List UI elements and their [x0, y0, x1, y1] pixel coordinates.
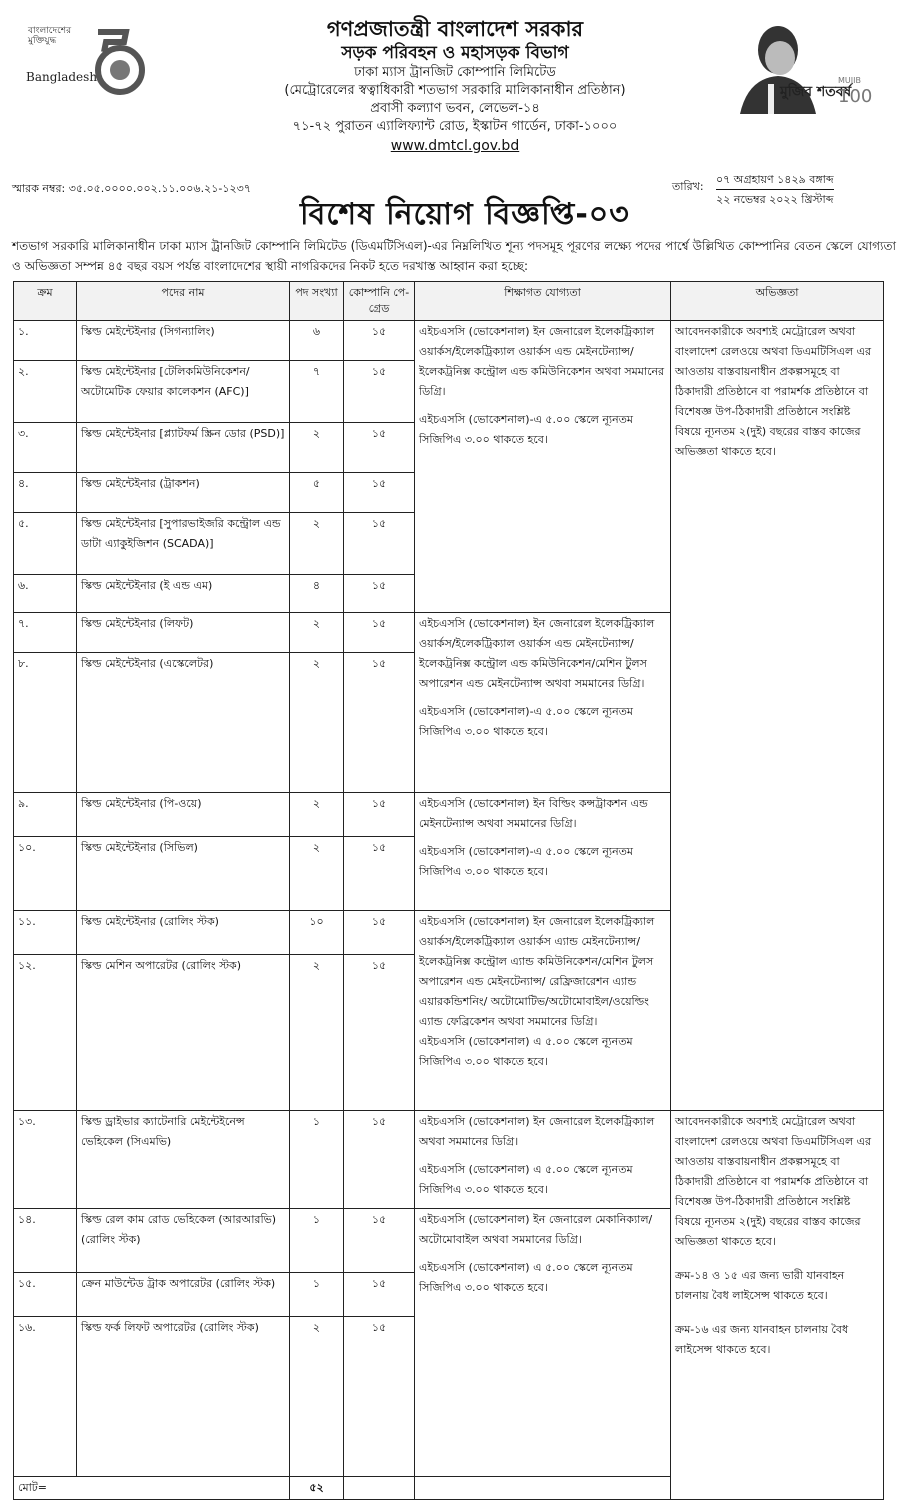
row-serial: ৩. — [14, 423, 77, 473]
row-post: স্কিল্ড মেইন্টেইনার (লিফট) — [77, 613, 290, 653]
row-count: ৬ — [290, 321, 344, 361]
logo-number: 50 — [116, 100, 118, 101]
row-grade: ১৫ — [344, 653, 415, 793]
qualification-cgpa: এইচএসসি (ভোকেশনাল) এ ৫.০০ স্কেলে ন্যূনতম সিজিপিএ ৩.০০ থাকতে হবে। — [419, 1163, 633, 1196]
total-count: ৫২ — [290, 1477, 344, 1500]
row-count: ১০ — [290, 911, 344, 955]
row-serial: ৪. — [14, 473, 77, 513]
row-serial: ১৫. — [14, 1273, 77, 1317]
row-serial: ১৬. — [14, 1317, 77, 1477]
row-count: ২ — [290, 955, 344, 1111]
row-grade: ১৫ — [344, 321, 415, 361]
org-heading — [190, 16, 720, 156]
row-post: ক্রেন মাউন্টেড ট্রাক অপারেটর (রোলিং স্টক) — [77, 1273, 290, 1317]
row-grade: ১৫ — [344, 955, 415, 1111]
row-count: ৫ — [290, 473, 344, 513]
row-count: ২ — [290, 1317, 344, 1477]
row-grade: ১৫ — [344, 575, 415, 613]
row-post: স্কিল্ড মেইন্টেইনার (পি-ওয়ে) — [77, 793, 290, 837]
row-grade: ১৫ — [344, 1273, 415, 1317]
table-row — [14, 1111, 884, 1209]
row-count: ১ — [290, 1273, 344, 1317]
row-post: স্কিল্ড মেশিন অপারেটর (রোলিং স্টক) — [77, 955, 290, 1111]
row-count: ২ — [290, 613, 344, 653]
row-serial: ৭. — [14, 613, 77, 653]
mujib-100-logo — [738, 18, 873, 114]
row-grade: ১৫ — [344, 1209, 415, 1273]
mujib-en: MUJIB — [838, 76, 861, 85]
experience-text: আবেদনকারীকে অবশ্যই মেট্রোরেল অথবা বাংলাদেশ রেলওয়ে অথবা ডিএমটিসিএল এর আওতায় বাস্তবায়নাধীন প্রকল্পসমূহে বা ঠিকাদারী প্রতিষ্ঠানে বা পরামর্শক প্রতিষ্ঠানে বা বিশেষজ্ঞ উপ-ঠিকাদারী প্রতিষ্ঠানে সংশ্লিষ্ট বিষয়ে ন্যূনতম ২(দুই) বছরের বাস্তব কাজের অভিজ্ঞতা থাকতে হবে। — [675, 325, 872, 458]
row-serial: ১৪. — [14, 1209, 77, 1273]
vacancy-table — [13, 281, 884, 1500]
row-post: স্কিল্ড মেইন্টেইনার [সুপারভাইজরি কন্ট্রোল এন্ড ডাটা এ্যাকুইজিশন (SCADA)] — [77, 513, 290, 575]
govt-name: গণপ্রজাতন্ত্রী বাংলাদেশ সরকার — [326, 17, 584, 41]
row-post: স্কিল্ড ফর্ক লিফট অপারেটর (রোলিং স্টক) — [77, 1317, 290, 1477]
col-serial: ক্রম — [14, 282, 77, 321]
qualification-cgpa: এইচএসসি (ভোকেশনাল) এ ৫.০০ স্কেলে ন্যূনতম সিজিপিএ ৩.০০ থাকতে হবে। — [419, 1035, 633, 1068]
row-serial: ১১. — [14, 911, 77, 955]
col-count: পদ সংখ্যা — [290, 282, 344, 321]
qualification-cell — [415, 1209, 671, 1477]
qualification-text: এইচএসসি (ভোকেশনাল) ইন জেনারেল ইলেকট্রিক্যাল ওয়ার্কস/ইলেকট্রিক্যাল ওয়ার্কস এ্যান্ড মেইনটেন্যান্স/ইলেকট্রনিক্স কন্ট্রোল এ্যান্ড কমিউনিকেশন/মেশিন টুলস অপারেশন এন্ড মেইনটেন্যান্স/ রেফ্রিজারেশন এ্যান্ড এয়ারকন্ডিশনিং/ অটোমোটিভ/অটোমোবাইল/ওয়েল্ডিং এ্যান্ড ফেব্রিকেশন অথবা সমমানের ডিগ্রি। — [419, 915, 655, 1028]
table-row — [14, 321, 884, 361]
division-name: সড়ক পরিবহন ও মহাসড়ক বিভাগ — [341, 43, 569, 63]
experience-license: ক্রম-১৬ এর জন্য যানবাহন চালনায় বৈধ লাইসেন্স থাকতে হবে। — [675, 1323, 849, 1356]
table-header-row — [14, 282, 884, 321]
row-grade: ১৫ — [344, 613, 415, 653]
row-grade: ১৫ — [344, 361, 415, 423]
row-grade: ১৫ — [344, 1111, 415, 1209]
row-serial: ১০. — [14, 837, 77, 911]
experience-license-heavy: ক্রম-১৪ ও ১৫ এর জন্য ভারী যানবাহন চালনায় বৈধ লাইসেন্স থাকতে হবে। — [675, 1269, 845, 1302]
row-count: ১ — [290, 1209, 344, 1273]
row-count: ১ — [290, 1111, 344, 1209]
qualification-cell — [415, 613, 671, 793]
row-count: ২ — [290, 423, 344, 473]
row-serial: ১৩. — [14, 1111, 77, 1209]
company-description: (মেট্রোরেলের স্বত্বাধিকারী শতভাগ সরকারি মালিকানাধীন প্রতিষ্ঠান) — [284, 83, 626, 98]
row-serial: ১. — [14, 321, 77, 361]
logo-country: Bangladesh — [26, 70, 98, 84]
row-count: ৪ — [290, 575, 344, 613]
col-qualification: শিক্ষাগত যোগ্যতা — [415, 282, 671, 321]
row-post: স্কিল্ড মেইন্টেইনার (ট্রাকশন) — [77, 473, 290, 513]
row-grade: ১৫ — [344, 513, 415, 575]
qualification-text: এইচএসসি (ভোকেশনাল) ইন জেনারেল ইলেকট্রিক্যাল ওয়ার্কস/ইলেকট্রিক্যাল ওয়ার্কস এন্ড মেইনটেন্যান্স/ইলেকট্রনিক্স কন্ট্রোল এন্ড কমিউনিকেশন/মেশিন টুলস অপারেশন এন্ড মেইনটেন্যান্স অথবা সমমানের ডিগ্রি। — [419, 617, 655, 690]
date-bangla: ০৭ অগ্রহায়ণ ১৪২৯ বঙ্গাব্দ — [716, 170, 834, 190]
row-count: ৭ — [290, 361, 344, 423]
qualification-cell — [415, 321, 671, 613]
fifty-emblem-icon — [86, 22, 146, 102]
row-post: স্কিল্ড মেইন্টেইনার [টেলিকমিউনিকেশন/অটোমেটিক ফেয়ার কালেকশন (AFC)] — [77, 361, 290, 423]
experience-text: আবেদনকারীকে অবশ্যই মেট্রোরেল অথবা বাংলাদেশ রেলওয়ে অথবা ডিএমটিসিএল এর আওতায় বাস্তবায়নাধীন প্রকল্পসমূহে বা ঠিকাদারী প্রতিষ্ঠানে বা পরামর্শক প্রতিষ্ঠানে বা বিশেষজ্ঞ উপ-ঠিকাদারী প্রতিষ্ঠানে সংশ্লিষ্ট বিষয়ে ন্যূনতম ২(দুই) বছরের বাস্তব কাজের অভিজ্ঞতা থাকতে হবে। — [675, 1115, 872, 1248]
qualification-cell — [415, 793, 671, 911]
website-link[interactable]: www.dmtcl.gov.bd — [390, 138, 520, 154]
row-post: স্কিল্ড মেইন্টেইনার (ই এন্ড এম) — [77, 575, 290, 613]
col-post: পদের নাম — [77, 282, 290, 321]
date-english: ২২ নভেম্বর ২০২২ খ্রিস্টাব্দ — [716, 193, 834, 206]
row-count: ২ — [290, 837, 344, 911]
memo-number: স্মারক নম্বর: ৩৫.০৫.০০০০.০০২.১১.০০৬.২১-১২৩৭ — [12, 182, 251, 195]
row-serial: ৯. — [14, 793, 77, 837]
row-grade: ১৫ — [344, 837, 415, 911]
experience-cell — [671, 321, 884, 1111]
page-title: বিশেষ নিয়োগ বিজ্ঞপ্তি-০৩ — [300, 197, 630, 232]
qualification-cell — [415, 1111, 671, 1209]
row-serial: ১২. — [14, 955, 77, 1111]
qualification-text: এইচএসসি (ভোকেশনাল) ইন বিল্ডিং কন্সট্রাকশন এন্ড মেইনটেন্যান্স অথবা সমমানের ডিগ্রি। — [419, 797, 648, 830]
intro-paragraph: শতভাগ সরকারি মালিকানাধীন ঢাকা ম্যাস ট্রানজিট কোম্পানি লিমিটেড (ডিএমটিসিএল)-এর নিম্নলিখিত শূন্য পদসমূহ পূরণের লক্ষ্যে পদের পার্শ্বে উল্লিখিত কোম্পানির বেতন স্কেলে যোগ্যতা ও অভিজ্ঞতা সম্পন্ন ৪৫ বছর বয়স পর্যন্ত বাংলাদেশের স্থায়ী নাগরিকদের নিকট হতে দরখাস্ত আহ্বান করা হচ্ছে: — [12, 239, 896, 273]
row-count: ২ — [290, 793, 344, 837]
address: ৭১-৭২ পুরাতন এ্যালিফ্যান্ট রোড, ইস্কাটন গার্ডেন, ঢাকা-১০০০ — [292, 119, 618, 134]
row-serial: ৬. — [14, 575, 77, 613]
row-grade: ১৫ — [344, 793, 415, 837]
col-grade: কোম্পানি পে-গ্রেড — [344, 282, 415, 321]
row-post: স্কিল্ড মেইন্টেইনার (সিভিল) — [77, 837, 290, 911]
qualification-cgpa: এইচএসসি (ভোকেশনাল)-এ ৫.০০ স্কেলে ন্যূনতম সিজিপিএ ৩.০০ থাকতে হবে। — [419, 705, 634, 738]
total-label: মোট= — [14, 1477, 290, 1500]
col-experience: অভিজ্ঞতা — [671, 282, 884, 321]
row-count: ২ — [290, 513, 344, 575]
qualification-cgpa: এইচএসসি (ভোকেশনাল) এ ৫.০০ স্কেলে ন্যূনতম সিজিপিএ ৩.০০ থাকতে হবে। — [419, 1261, 633, 1294]
row-grade: ১৫ — [344, 423, 415, 473]
mujib-text: মুজিব শতবর্ষ — [780, 84, 852, 100]
row-post: স্কিল্ড রেল কাম রোড ভেহিকেল (আরআরভি) (রোলিং স্টক) — [77, 1209, 290, 1273]
qualification-cell — [415, 911, 671, 1111]
row-serial: ৮. — [14, 653, 77, 793]
qualification-cgpa: এইচএসসি (ভোকেশনাল)-এ ৫.০০ স্কেলে ন্যূনতম সিজিপিএ ৩.০০ থাকতে হবে। — [419, 413, 634, 446]
row-serial: ২. — [14, 361, 77, 423]
row-post: স্কিল্ড মেইন্টেইনার (রোলিং স্টক) — [77, 911, 290, 955]
row-post: স্কিল্ড মেইন্টেইনার (সিগন্যালিং) — [77, 321, 290, 361]
row-post: স্কিল্ড মেইন্টেইনার (এস্কেলেটর) — [77, 653, 290, 793]
row-grade: ১৫ — [344, 473, 415, 513]
row-post: স্কিল্ড ড্রাইভার ক্যাটেনারি মেইন্টেইনেন্স ভেহিকেল (সিএমভি) — [77, 1111, 290, 1209]
experience-cell — [671, 1111, 884, 1500]
logo-tagline: বাংলাদেশের মুক্তিযুদ্ধ — [28, 26, 72, 46]
company-name: ঢাকা ম্যাস ট্রানজিট কোম্পানি লিমিটেড — [354, 65, 556, 80]
row-count: ২ — [290, 653, 344, 793]
row-grade: ১৫ — [344, 911, 415, 955]
date-block — [716, 170, 834, 209]
qualification-cgpa: এইচএসসি (ভোকেশনাল)-এ ৫.০০ স্কেলে ন্যূনতম সিজিপিএ ৩.০০ থাকতে হবে। — [419, 845, 634, 878]
mujib-100: 100 — [838, 86, 873, 107]
qualification-text: এইচএসসি (ভোকেশনাল) ইন জেনারেল ইলেকট্রিক্যাল অথবা সমমানের ডিগ্রি। — [419, 1115, 655, 1148]
qualification-text: এইচএসসি (ভোকেশনাল) ইন জেনারেল মেকানিক্যাল/অটোমোবাইল অথবা সমমানের ডিগ্রি। — [419, 1213, 653, 1246]
row-serial: ৫. — [14, 513, 77, 575]
letterhead — [0, 0, 908, 170]
bangladesh-50-logo — [20, 22, 150, 102]
row-post: স্কিল্ড মেইন্টেইনার [প্ল্যাটফর্ম স্ক্রিন ডোর (PSD)] — [77, 423, 290, 473]
row-grade: ১৫ — [344, 1317, 415, 1477]
date-label: তারিখ: — [672, 180, 704, 193]
qualification-text: এইচএসসি (ভোকেশনাল) ইন জেনারেল ইলেকট্রিক্যাল ওয়ার্কস/ইলেকট্রিক্যাল ওয়ার্কস এন্ড মেইনটেন্যান্স/ইলেকট্রনিক্স কন্ট্রোল এন্ড কমিউনিকেশন অথবা সমমানের ডিগ্রি। — [419, 325, 665, 398]
building: প্রবাসী কল্যাণ ভবন, লেভেল-১৪ — [370, 101, 540, 116]
